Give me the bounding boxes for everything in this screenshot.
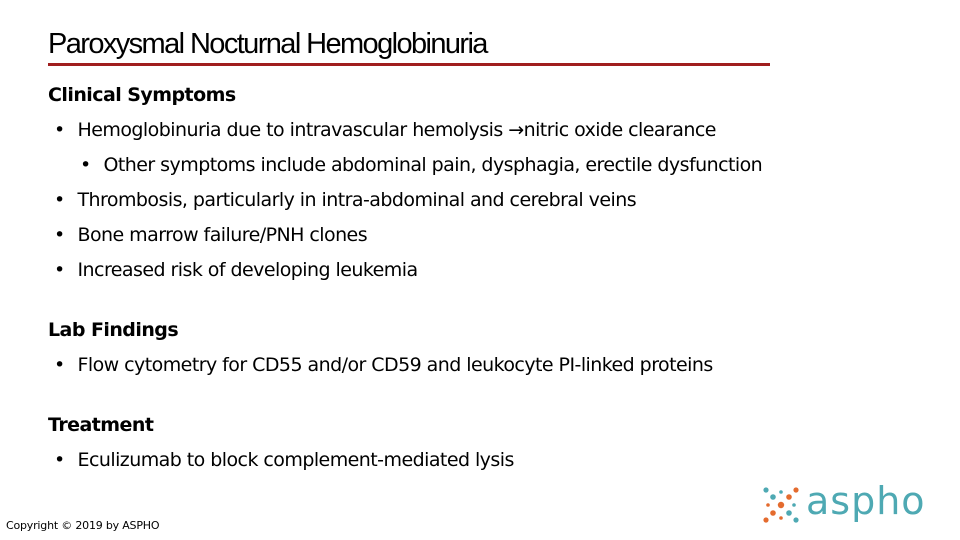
logo-text: aspho (806, 479, 926, 523)
right-arrow-icon: → (508, 119, 524, 141)
list-item-text: Hemoglobinuria due to intravascular hemolysis (77, 119, 509, 141)
list-item-text: Other symptoms include abdominal pain, dysphagia, erectile dysfunction (103, 154, 763, 176)
list-item (48, 348, 948, 383)
aspho-logo (760, 479, 935, 526)
bullet-icon: • (54, 449, 65, 471)
bullet-icon: • (54, 354, 65, 376)
list-item (48, 148, 948, 183)
list-item (48, 218, 948, 253)
dots-cross-logo-icon (760, 484, 802, 526)
bullet-icon: • (54, 259, 65, 281)
list-item (48, 443, 948, 478)
list-item-text: nitric oxide clearance (523, 119, 716, 141)
bullet-icon: • (80, 154, 91, 176)
treatment-heading: Treatment (48, 414, 154, 436)
list-item (48, 253, 948, 288)
title-rule (48, 63, 770, 66)
bullet-icon: • (54, 224, 65, 246)
list-item (48, 183, 948, 218)
clinical-symptoms-heading: Clinical Symptoms (48, 84, 236, 106)
list-item (48, 113, 948, 148)
list-item-text: Thrombosis, particularly in intra-abdominal and cerebral veins (77, 189, 637, 211)
list-item-text: Eculizumab to block complement-mediated lysis (77, 449, 514, 471)
list-item-text: Flow cytometry for CD55 and/or CD59 and leukocyte PI-linked proteins (77, 354, 713, 376)
lab-findings-heading: Lab Findings (48, 319, 179, 341)
list-item-text: Bone marrow failure/PNH clones (77, 224, 368, 246)
page-title: Paroxysmal Nocturnal Hemoglobinuria (48, 28, 487, 60)
slide-body (48, 78, 948, 478)
bullet-icon: • (54, 119, 65, 141)
list-item-text: Increased risk of developing leukemia (77, 259, 418, 281)
bullet-icon: • (54, 189, 65, 211)
copyright-notice: Copyright © 2019 by ASPHO (6, 519, 160, 532)
